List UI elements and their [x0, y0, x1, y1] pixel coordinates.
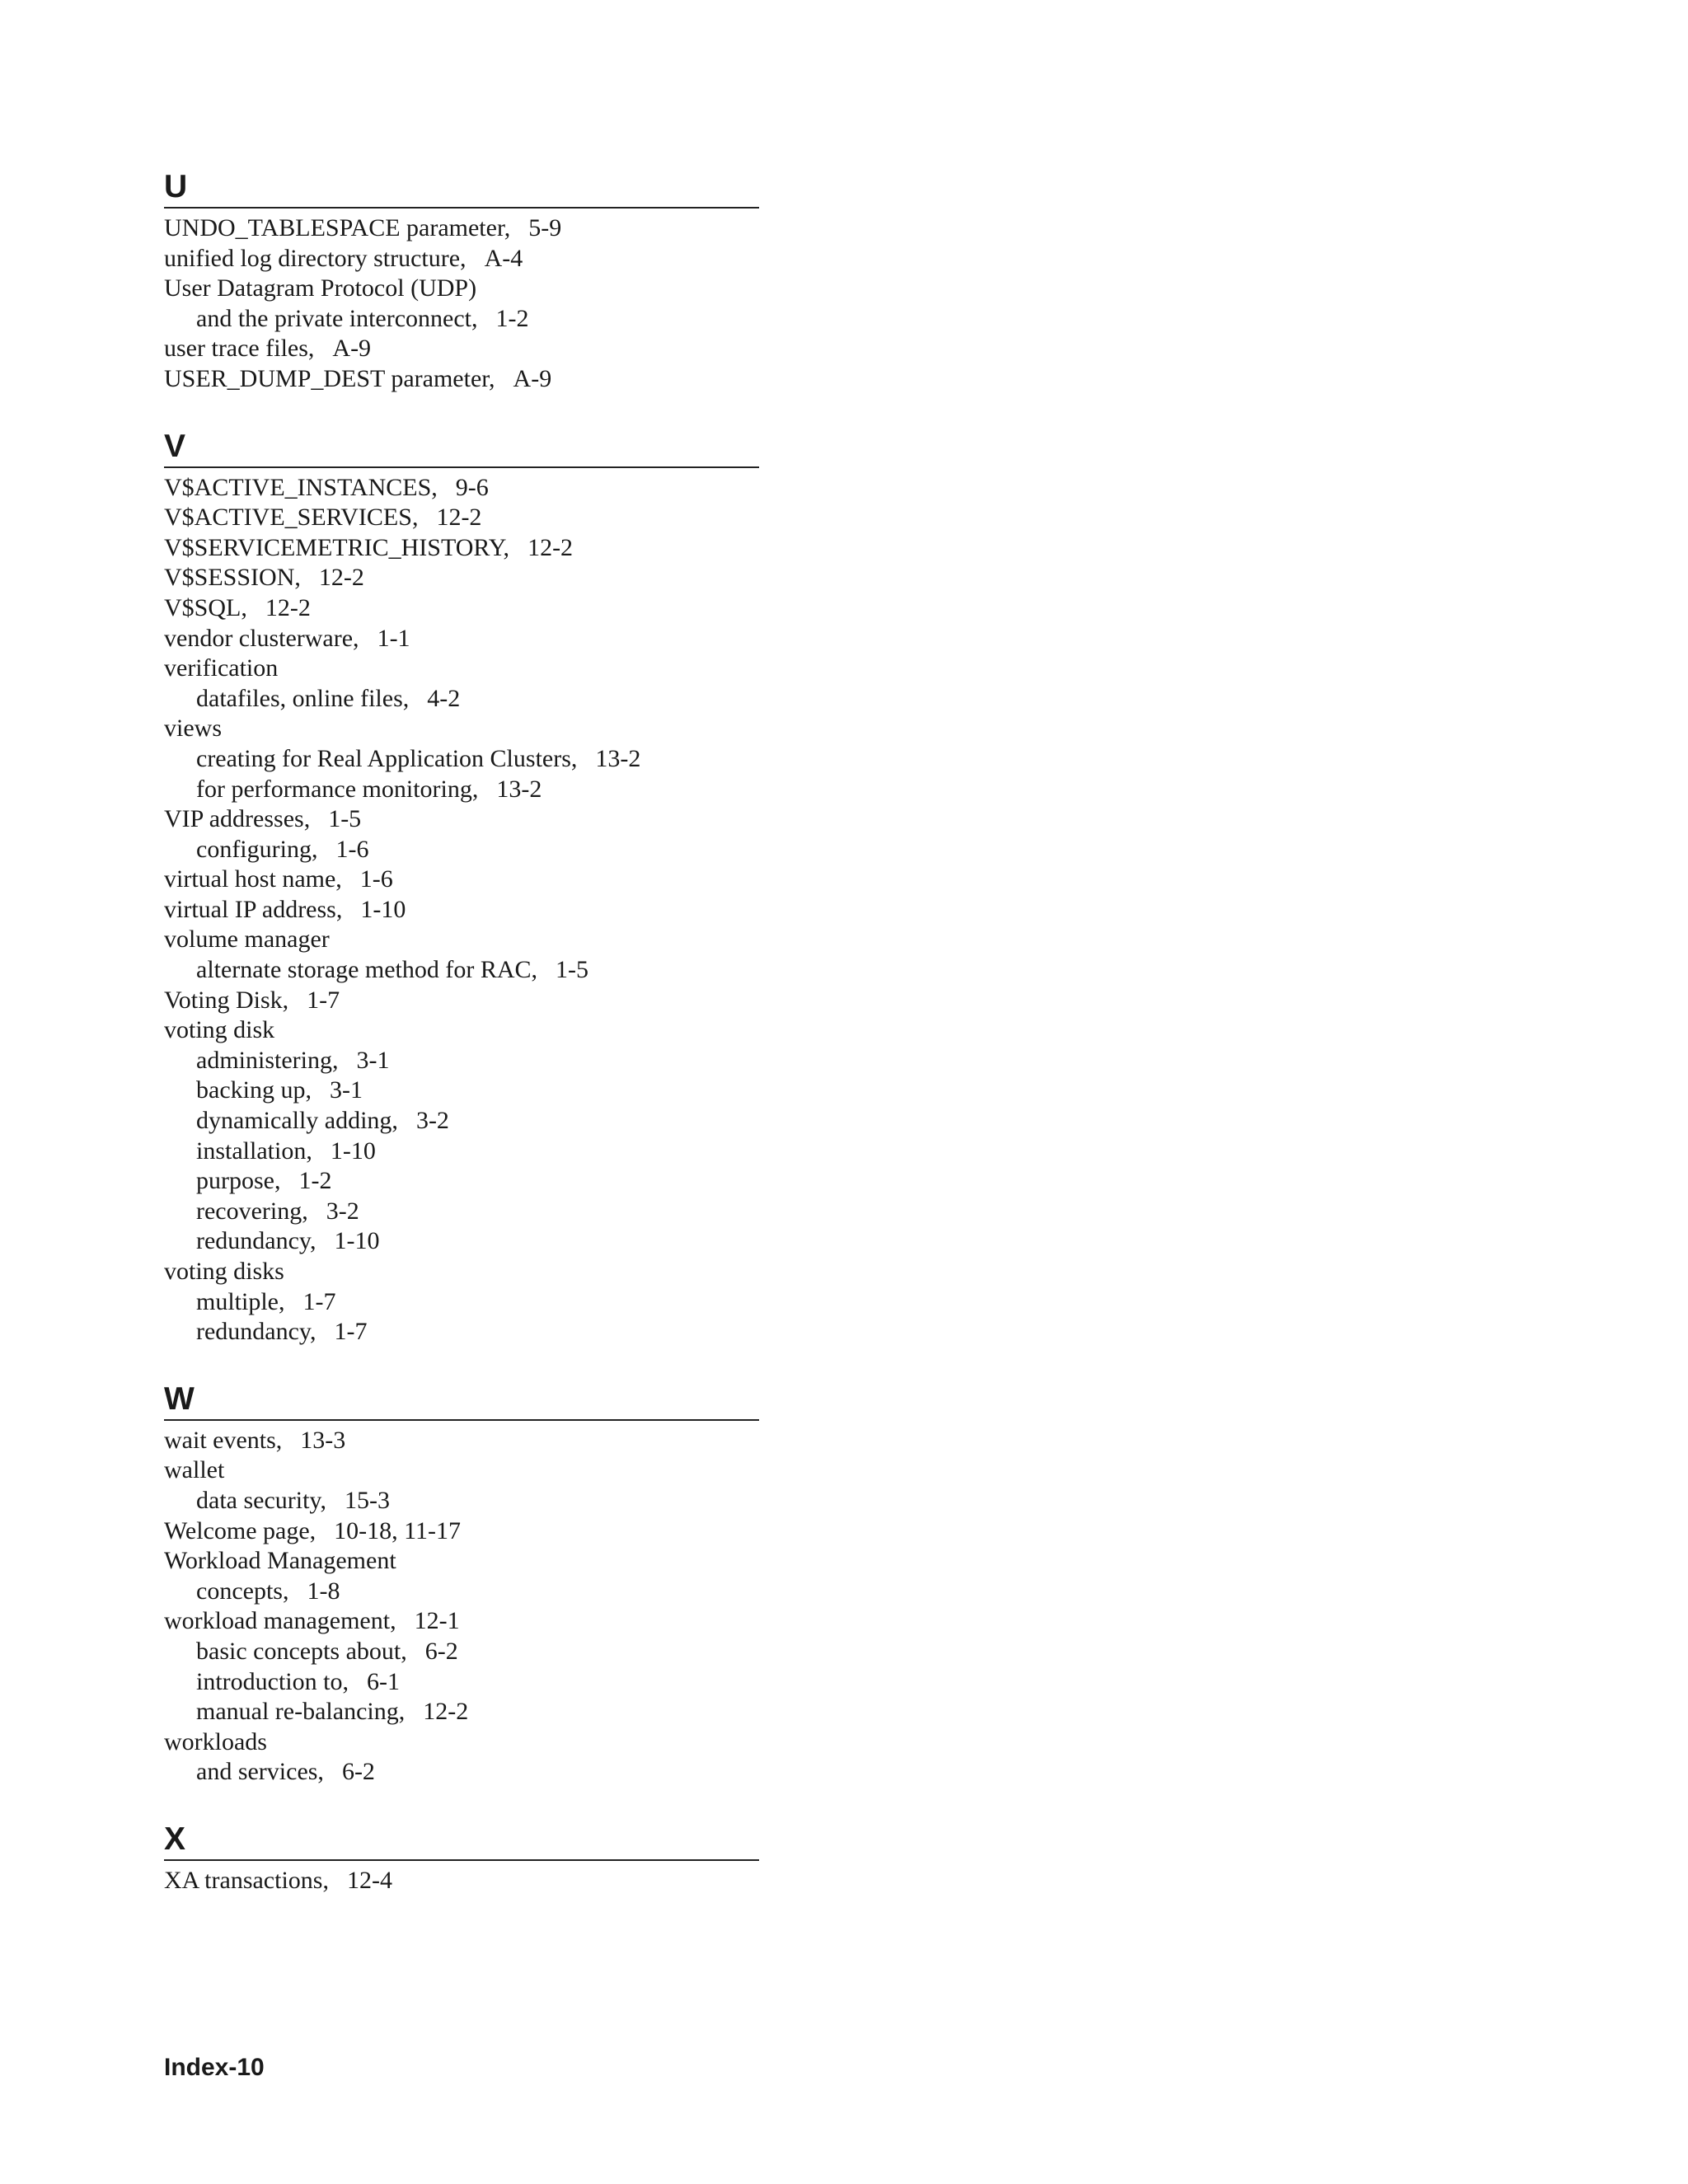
- entry-term: basic concepts about,: [196, 1637, 407, 1665]
- entry-term: dynamically adding,: [196, 1107, 398, 1135]
- entry-term: and services,: [196, 1758, 324, 1786]
- entry-page-ref[interactable]: 3-2: [326, 1197, 359, 1225]
- index-subentry: [164, 684, 759, 715]
- entry-term: datafiles, online files,: [196, 684, 410, 712]
- entry-page-ref[interactable]: 1-8: [307, 1577, 340, 1605]
- entry-term: installation,: [196, 1137, 312, 1165]
- entry-page-ref[interactable]: 1-10: [360, 895, 406, 923]
- index-entry: [164, 593, 759, 624]
- index-entry: [164, 1866, 759, 1896]
- entry-page-ref[interactable]: 9-6: [455, 473, 489, 501]
- entry-page-ref[interactable]: 6-2: [341, 1758, 375, 1786]
- entry-term: vendor clusterware,: [164, 624, 359, 652]
- index-subentry: [164, 1076, 759, 1106]
- entry-term: Workload Management: [164, 1547, 396, 1575]
- entry-page-ref[interactable]: 1-6: [359, 865, 393, 893]
- entry-term: USER_DUMP_DEST parameter,: [164, 364, 495, 392]
- entry-term: wallet: [164, 1456, 225, 1484]
- entry-page-ref[interactable]: 3-2: [415, 1107, 449, 1135]
- entry-term: and the private interconnect,: [196, 304, 478, 332]
- entry-term: purpose,: [196, 1167, 281, 1195]
- entry-term: unified log directory structure,: [164, 244, 467, 272]
- index-subentry: [164, 775, 759, 805]
- index-subentry: [164, 1317, 759, 1347]
- index-subentry: [164, 1637, 759, 1667]
- index-entry: [164, 473, 759, 504]
- entry-page-ref[interactable]: A-9: [332, 335, 372, 363]
- index-entry: [164, 533, 759, 564]
- index-section: [164, 1381, 759, 1788]
- entry-term: VIP addresses,: [164, 805, 311, 833]
- entry-page-ref[interactable]: 1-5: [328, 805, 362, 833]
- entry-page-ref[interactable]: 4-2: [427, 684, 461, 712]
- entry-page-ref[interactable]: 3-1: [356, 1046, 390, 1074]
- index-subentry: [164, 1046, 759, 1076]
- entry-page-ref[interactable]: 12-2: [318, 564, 364, 592]
- entry-term: for performance monitoring,: [196, 775, 479, 803]
- index-subentry: [164, 1577, 759, 1607]
- entry-term: recovering,: [196, 1197, 308, 1225]
- entry-page-ref[interactable]: 1-6: [335, 835, 369, 863]
- index-entry: [164, 1455, 759, 1486]
- entry-page-ref[interactable]: 1-7: [302, 1287, 336, 1315]
- entry-page-ref[interactable]: 1-5: [556, 956, 589, 984]
- entry-term: Welcome page,: [164, 1516, 316, 1544]
- entry-term: configuring,: [196, 835, 318, 863]
- index-section: [164, 429, 759, 1347]
- index-entry: [164, 1606, 759, 1637]
- index-entry: [164, 1015, 759, 1046]
- entry-term: verification: [164, 654, 279, 682]
- entry-page-ref[interactable]: 13-3: [300, 1426, 346, 1454]
- entry-page-ref[interactable]: A-4: [484, 244, 523, 272]
- entry-term: V$SERVICEMETRIC_HISTORY,: [164, 533, 510, 561]
- entry-page-ref[interactable]: 1-7: [334, 1318, 368, 1346]
- index-entry: [164, 1257, 759, 1287]
- index-entry: [164, 804, 759, 835]
- index-subentry: [164, 1226, 759, 1257]
- entry-term: introduction to,: [196, 1667, 349, 1695]
- section-letter-heading: X: [164, 1821, 759, 1861]
- index-entry: [164, 1727, 759, 1758]
- index-entry: [164, 624, 759, 654]
- entry-page-ref[interactable]: 1-1: [377, 624, 410, 652]
- entry-page-ref[interactable]: A-9: [513, 364, 552, 392]
- entry-term: redundancy,: [196, 1227, 316, 1255]
- entry-term: data security,: [196, 1486, 326, 1514]
- entry-page-ref[interactable]: 13-2: [595, 744, 641, 772]
- entry-term: user trace files,: [164, 335, 315, 363]
- index-entry: [164, 654, 759, 684]
- index-subentry: [164, 835, 759, 865]
- page-number: Index-10: [164, 2054, 265, 2081]
- entry-page-ref[interactable]: 12-2: [423, 1698, 469, 1726]
- entry-term: views: [164, 715, 222, 743]
- index-entry: [164, 244, 759, 274]
- index-section: [164, 169, 759, 395]
- entry-page-ref[interactable]: 1-2: [495, 304, 529, 332]
- entry-term: V$SQL,: [164, 593, 247, 621]
- entry-term: creating for Real Application Clusters,: [196, 744, 578, 772]
- entry-term: alternate storage method for RAC,: [196, 956, 538, 984]
- entry-term: V$ACTIVE_INSTANCES,: [164, 473, 438, 501]
- entry-term: V$SESSION,: [164, 564, 301, 592]
- index-entry: [164, 563, 759, 593]
- section-letter-heading: W: [164, 1381, 759, 1421]
- entry-page-ref[interactable]: 13-2: [496, 775, 542, 803]
- entry-term: administering,: [196, 1046, 339, 1074]
- entry-term: workloads: [164, 1727, 267, 1755]
- entry-term: User Datagram Protocol (UDP): [164, 274, 477, 302]
- index-entry: [164, 895, 759, 926]
- entry-page-ref[interactable]: 3-1: [329, 1076, 363, 1104]
- entry-term: virtual host name,: [164, 865, 342, 893]
- entry-page-ref[interactable]: 1-10: [334, 1227, 380, 1255]
- entry-page-ref[interactable]: 1-7: [307, 986, 340, 1014]
- entry-term: V$ACTIVE_SERVICES,: [164, 504, 419, 532]
- entry-page-ref[interactable]: 12-1: [414, 1607, 460, 1635]
- entry-term: volume manager: [164, 926, 330, 954]
- index-entry: [164, 213, 759, 244]
- index-subentry: [164, 1287, 759, 1318]
- index-subentry: [164, 1697, 759, 1727]
- entry-term: workload management,: [164, 1607, 396, 1635]
- entry-page-ref[interactable]: 5-9: [528, 214, 562, 241]
- index-subentry: [164, 1166, 759, 1197]
- entry-page-ref[interactable]: 1-2: [298, 1167, 332, 1195]
- entry-page-ref[interactable]: 1-10: [330, 1137, 376, 1165]
- entry-term: concepts,: [196, 1577, 289, 1605]
- index-entry: [164, 865, 759, 895]
- entry-page-ref[interactable]: 10-18, 11-17: [334, 1516, 462, 1544]
- entry-term: manual re-balancing,: [196, 1698, 406, 1726]
- entry-term: voting disks: [164, 1258, 284, 1285]
- entry-term: wait events,: [164, 1426, 283, 1454]
- entry-term: multiple,: [196, 1287, 285, 1315]
- entry-term: virtual IP address,: [164, 895, 343, 923]
- index-entry: [164, 714, 759, 744]
- index-subentry: [164, 955, 759, 986]
- index-subentry: [164, 1486, 759, 1516]
- index-entry: [164, 334, 759, 364]
- index-subentry: [164, 1667, 759, 1698]
- index-entry: [164, 274, 759, 304]
- entry-page-ref[interactable]: 12-2: [528, 533, 574, 561]
- index-list: [164, 169, 759, 1930]
- entry-page-ref[interactable]: 15-3: [344, 1486, 390, 1514]
- index-subentry: [164, 744, 759, 775]
- entry-term: backing up,: [196, 1076, 312, 1104]
- index-subentry: [164, 1757, 759, 1788]
- entry-page-ref[interactable]: 12-2: [265, 593, 311, 621]
- index-entry: [164, 364, 759, 395]
- index-subentry: [164, 1106, 759, 1137]
- section-letter-heading: V: [164, 429, 759, 468]
- index-subentry: [164, 1197, 759, 1227]
- index-entry: [164, 986, 759, 1016]
- index-subentry: [164, 1137, 759, 1167]
- index-section: [164, 1821, 759, 1896]
- index-entry: [164, 1426, 759, 1456]
- entry-term: XA transactions,: [164, 1866, 329, 1894]
- entry-page-ref[interactable]: 12-4: [346, 1866, 392, 1894]
- entry-term: redundancy,: [196, 1318, 316, 1346]
- entry-term: voting disk: [164, 1016, 275, 1044]
- index-subentry: [164, 304, 759, 335]
- entry-page-ref[interactable]: 6-1: [366, 1667, 400, 1695]
- entry-page-ref[interactable]: 6-2: [424, 1637, 458, 1665]
- entry-page-ref[interactable]: 12-2: [436, 504, 482, 532]
- index-entry: [164, 925, 759, 955]
- index-entry: [164, 1546, 759, 1577]
- entry-term: Voting Disk,: [164, 986, 289, 1014]
- section-letter-heading: U: [164, 169, 759, 209]
- entry-term: UNDO_TABLESPACE parameter,: [164, 214, 511, 241]
- index-entry: [164, 1516, 759, 1547]
- index-entry: [164, 503, 759, 533]
